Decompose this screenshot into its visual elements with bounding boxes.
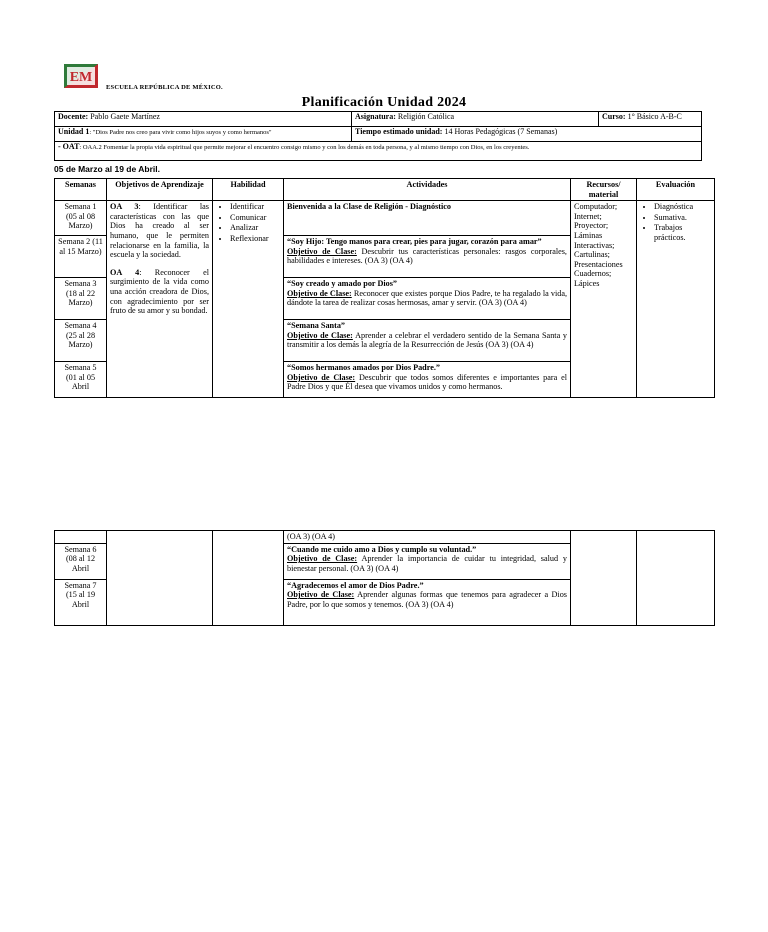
week-cell: Semana 2 (11 al 15 Marzo) [55, 236, 107, 278]
evaluation-cell [637, 531, 715, 626]
school-name: ESCUELA REPÚBLICA DE MÉXICO. [106, 84, 223, 91]
logo-text: EM [69, 70, 93, 85]
skills-list [216, 202, 280, 243]
skill-item: • Identificar [230, 202, 280, 212]
objectives-cell: OA 3: Identificar las características con las que Dios ha creado al ser humano, que le permiten relacionarse en la familia, la escuela y la sociedad. OA 4: Reconocer el surgimiento de la vida como una acción creadora de Dios, con agradecimiento por ser fruto de su amor y su bondad. [107, 201, 213, 398]
oat-cell: - OAT: OAA.2 Fomentar la propia vida espiritual que permite mejorar el encuentro consigo mismo y con los demás en toda persona, y al mismo tiempo con Dios, en los creyentes. [55, 142, 702, 161]
plan-table [54, 178, 715, 398]
school-logo [64, 64, 98, 88]
week-cell: Semana 3 (18 al 22 Marzo) [55, 278, 107, 320]
evaluation-item: • Diagnóstica [654, 202, 711, 212]
date-range: 05 de Marzo al 19 de Abril. [54, 164, 160, 174]
skill-item: • Reflexionar [230, 234, 280, 244]
skills-cell [213, 531, 284, 626]
col-header-resources: Recursos/ material [571, 179, 637, 201]
col-header-skills: Habilidad [213, 179, 284, 201]
tiempo-cell: Tiempo estimado unidad: 14 Horas Pedagógicas (7 Semanas) [352, 127, 702, 142]
week-cell: Semana 1 (05 al 08 Marzo) [55, 201, 107, 236]
week-cell: Semana 4 (25 al 28 Marzo) [55, 320, 107, 362]
skill-item: • Analizar [230, 223, 280, 233]
week-cell: Semana 6 (08 al 12 Abril [55, 543, 107, 579]
skills-cell [213, 201, 284, 398]
activity-cell: “Agradecemos el amor de Dios Padre.” Objetivo de Clase: Aprender algunas formas que tenemos para agradecer a Dios Padre, por lo que somos y tenemos. (OA 3) (OA 4) [284, 579, 571, 625]
week-cell: Semana 7 (15 al 19 Abril [55, 579, 107, 625]
activity-cell: “Semana Santa” Objetivo de Clase: Aprender a celebrar el verdadero sentido de la Semana Santa y transmitir a los demás la alegría de la Resurrección de Jesús (OA 3) (OA 4) [284, 320, 571, 362]
resources-cell: Computador; Internet; Proyector; Láminas Interactivas; Cartulinas; Presentaciones Cuadernos; Lápices [571, 201, 637, 398]
activity-cell: “Somos hermanos amados por Dios Padre.” Objetivo de Clase: Descubrir que todos somos diferentes e importantes para el Padre Dios y que Él desea que vivamos unidos y como hermanos. [284, 362, 571, 398]
col-header-objectives: Objetivos de Aprendizaje [107, 179, 213, 201]
unidad-cell: Unidad 1: "Dios Padre nos creo para vivir como hijos suyos y como hermanos" [55, 127, 352, 142]
activity-cell: “Soy Hijo: Tengo manos para crear, pies para jugar, corazón para amar” Objetivo de Clase: Descubrir tus características personales: rasgos corporales, habilidades e intereses. (OA 3) (OA 4) [284, 236, 571, 278]
docente-cell: Docente: Pablo Gaete Martínez [55, 112, 352, 127]
objectives-cell [107, 531, 213, 626]
week-cell [55, 531, 107, 544]
activity-cell: “Soy creado y amado por Dios” Objetivo de Clase: Reconocer que existes porque Dios Padre, te ha regalado la vida, dándote la tarea de realizar cosas hermosas, amar y servir. (OA 3) (OA 4) [284, 278, 571, 320]
evaluation-cell [637, 201, 715, 398]
activity-cell: (OA 3) (OA 4) [284, 531, 571, 544]
asignatura-cell: Asignatura: Religión Católica [352, 112, 599, 127]
col-header-evaluation: Evaluación [637, 179, 715, 201]
activity-cell: Bienvenida a la Clase de Religión - Diagnóstico [284, 201, 571, 236]
plan-table-continued [54, 530, 715, 626]
skill-item: • Comunicar [230, 213, 280, 223]
evaluation-list [640, 202, 711, 242]
col-header-activities: Actividades [284, 179, 571, 201]
col-header-weeks: Semanas [55, 179, 107, 201]
evaluation-item: • Sumativa. [654, 213, 711, 223]
resources-cell [571, 531, 637, 626]
header-table [54, 111, 702, 161]
week-cell: Semana 5 (01 al 05 Abril [55, 362, 107, 398]
activity-cell: “Cuando me cuido amo a Dios y cumplo su voluntad.” Objetivo de Clase: Aprender la importancia de cuidar tu integridad, salud y bienestar personal. (OA 3) (OA 4) [284, 543, 571, 579]
evaluation-item: • Trabajos prácticos. [654, 223, 711, 242]
document-title: Planificación Unidad 2024 [301, 95, 467, 110]
curso-cell: Curso: 1° Básico A-B-C [599, 112, 702, 127]
